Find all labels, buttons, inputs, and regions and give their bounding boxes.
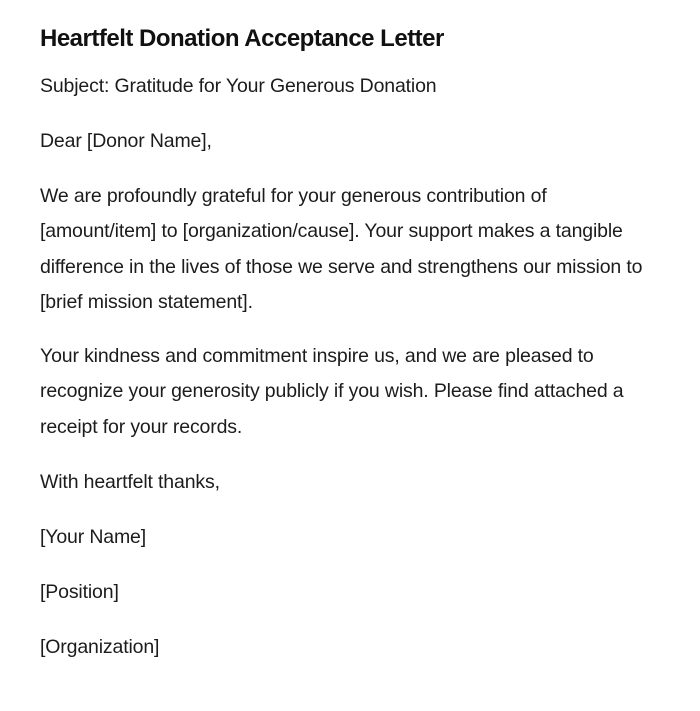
letter-title: Heartfelt Donation Acceptance Letter bbox=[40, 25, 444, 52]
letter-body-paragraph-2: Your kindness and commitment inspire us, and we are pleased to recognize your generosity publicly if you wish. Please find attached a receipt for your records. bbox=[40, 345, 624, 438]
signature-position: [Position] bbox=[40, 581, 119, 603]
letter-subject: Subject: Gratitude for Your Generous Donation bbox=[40, 75, 437, 97]
letter-salutation: Dear [Donor Name], bbox=[40, 130, 212, 152]
signature-organization: [Organization] bbox=[40, 636, 160, 658]
letter-closing: With heartfelt thanks, bbox=[40, 471, 220, 493]
letter-body-paragraph-1: We are profoundly grateful for your generous contribution of [amount/item] to [organization/cause]. Your support makes a tangible difference in the lives of those we serve and strengthens our mission to [brief mission statement]. bbox=[40, 185, 643, 313]
signature-name: [Your Name] bbox=[40, 526, 147, 548]
